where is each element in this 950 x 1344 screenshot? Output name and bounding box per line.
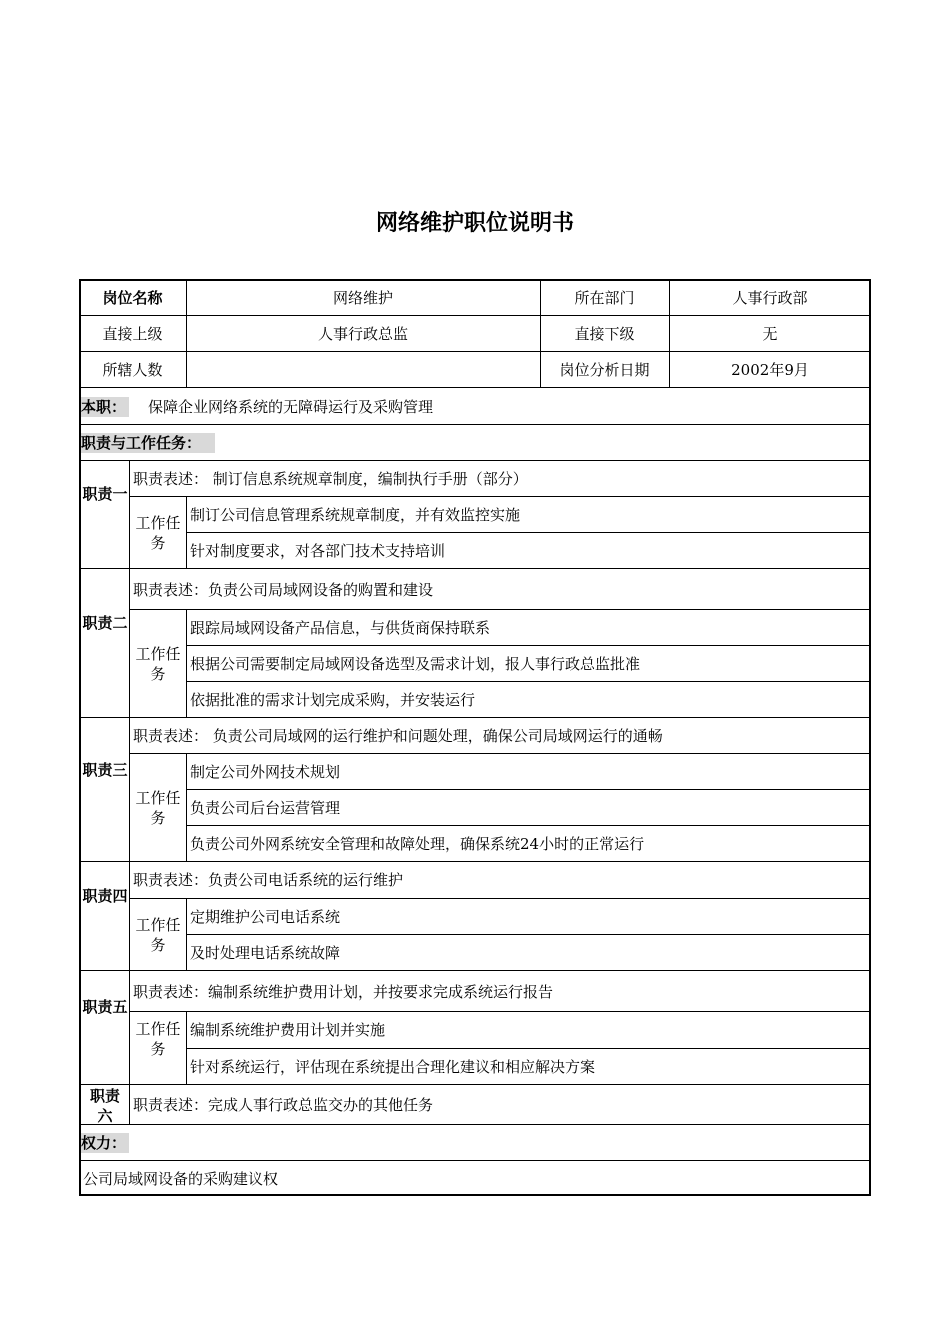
main-duty-label: 本职： — [81, 397, 129, 417]
subordinate-label: 直接下级 — [574, 325, 635, 343]
duty-4-task-2: 及时处理电话系统故障 — [190, 944, 341, 962]
analysis-date-label: 岗位分析日期 — [559, 361, 650, 379]
duties-heading: 职责与工作任务： — [81, 433, 215, 453]
row-divider — [79, 970, 871, 971]
analysis-date-value: 2002年9月 — [731, 361, 809, 379]
position-name-label: 岗位名称 — [102, 289, 163, 307]
row-divider — [79, 460, 871, 461]
duty-5-statement: 职责表述：编制系统维护费用计划，并按要求完成系统运行报告 — [133, 983, 554, 1001]
duty-2-task-1: 跟踪局域网设备产品信息，与供货商保持联系 — [190, 619, 491, 637]
duty-1-task-1: 制订公司信息管理系统规章制度，并有效监控实施 — [190, 506, 521, 524]
duty-4-work-task-label: 工作任务 — [135, 916, 181, 954]
row-divider — [186, 645, 871, 646]
headcount-label: 所辖人数 — [102, 361, 163, 379]
duty-5-task-2: 针对系统运行，评估现在系统提出合理化建议和相应解决方案 — [190, 1058, 596, 1076]
duty-1-name: 职责一 — [82, 485, 128, 503]
department-label: 所在部门 — [574, 289, 635, 307]
duty-4-task-1: 定期维护公司电话系统 — [190, 908, 341, 926]
col-divider — [186, 753, 187, 861]
row-divider — [79, 315, 871, 316]
duty-2-work-task-label: 工作任务 — [135, 645, 181, 683]
row-divider — [79, 568, 871, 569]
subordinate-value: 无 — [762, 325, 778, 343]
row-divider — [186, 789, 871, 790]
duty-2-task-2: 根据公司需要制定局域网设备选型及需求计划，报人事行政总监批准 — [190, 655, 641, 673]
duty-3-task-1: 制定公司外网技术规划 — [190, 763, 341, 781]
row-divider — [186, 532, 871, 533]
row-divider — [79, 387, 871, 388]
duty-1-statement: 职责表述： 制订信息系统规章制度，编制执行手册（部分） — [133, 470, 528, 488]
duty-3-task-3: 负责公司外网系统安全管理和故障处理，确保系统24小时的正常运行 — [190, 835, 645, 853]
col-divider — [186, 496, 187, 568]
row-divider — [79, 351, 871, 352]
row-divider — [79, 1084, 871, 1085]
duty-3-task-2: 负责公司后台运营管理 — [190, 799, 341, 817]
duty-3-name: 职责三 — [82, 761, 128, 779]
department-value: 人事行政部 — [732, 289, 808, 307]
row-divider — [186, 681, 871, 682]
duty-4-name: 职责四 — [82, 887, 128, 905]
row-divider — [79, 1124, 871, 1125]
row-divider — [79, 1160, 871, 1161]
duty-1-work-task-label: 工作任务 — [135, 514, 181, 552]
row-divider — [186, 934, 871, 935]
row-divider — [186, 1048, 871, 1049]
col-divider — [186, 898, 187, 970]
row-divider — [79, 424, 871, 425]
main-duty-text: 保障企业网络系统的无障碍运行及采购管理 — [148, 398, 434, 416]
duty-3-statement: 职责表述： 负责公司局域网的运行维护和问题处理，确保公司局域网运行的通畅 — [133, 727, 663, 745]
col-divider — [186, 609, 187, 717]
duty-6-name: 职责六 — [89, 1087, 120, 1125]
authority-item-1: 公司局域网设备的采购建议权 — [83, 1170, 279, 1188]
duty-5-name: 职责五 — [82, 998, 128, 1016]
duty-2-name: 职责二 — [82, 614, 128, 632]
row-divider — [79, 717, 871, 718]
col-divider — [129, 460, 130, 1124]
superior-value: 人事行政总监 — [317, 325, 408, 343]
authority-label: 权力： — [81, 1133, 129, 1153]
row-divider — [129, 1011, 871, 1012]
row-divider — [186, 825, 871, 826]
page-title: 网络维护职位说明书 — [375, 211, 574, 236]
duty-5-work-task-label: 工作任务 — [135, 1020, 181, 1058]
row-divider — [129, 496, 871, 497]
row-divider — [129, 898, 871, 899]
row-divider — [129, 753, 871, 754]
col-divider — [186, 1011, 187, 1084]
row-divider — [79, 861, 871, 862]
duty-5-task-1: 编制系统维护费用计划并实施 — [190, 1021, 386, 1039]
row-divider — [129, 609, 871, 610]
duty-2-task-3: 依据批准的需求计划完成采购，并安装运行 — [190, 691, 476, 709]
superior-label: 直接上级 — [102, 325, 163, 343]
duty-6-statement: 职责表述：完成人事行政总监交办的其他任务 — [133, 1096, 434, 1114]
duty-3-work-task-label: 工作任务 — [135, 789, 181, 827]
duty-2-statement: 职责表述：负责公司局域网设备的购置和建设 — [133, 581, 434, 599]
duty-1-task-2: 针对制度要求，对各部门技术支持培训 — [190, 542, 446, 560]
position-name-value: 网络维护 — [332, 289, 393, 307]
duty-4-statement: 职责表述：负责公司电话系统的运行维护 — [133, 871, 404, 889]
